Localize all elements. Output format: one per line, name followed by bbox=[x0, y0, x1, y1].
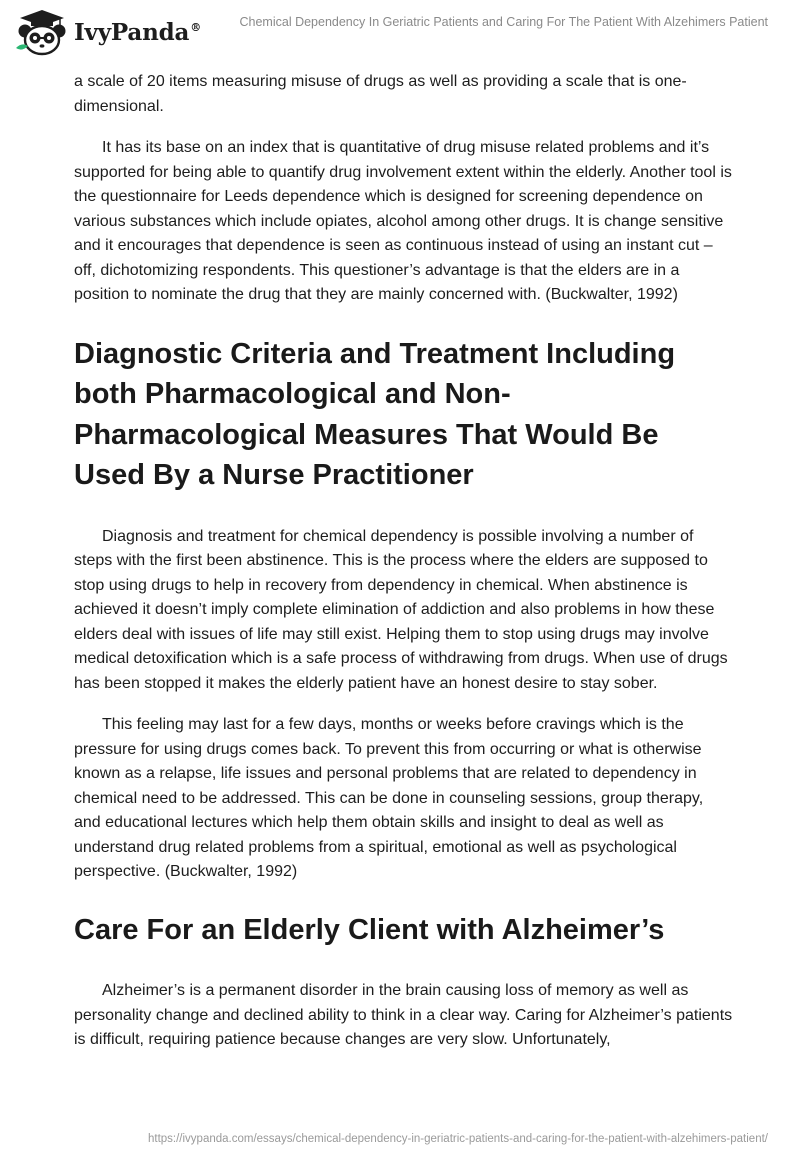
paragraph-3: Diagnosis and treatment for chemical dependency is possible involving a number of steps with the first been abstinence. This is the process where the elders are supposed to stop using drugs to help in recovery from dependency in chemical. When abstinence is achieved it doesn’t imply complete elimination of addiction and also problems in how these elders deal with issues of life may still exist. Helping them to stop using drugs may involve medical detoxification which is a safe process of withdrawing from drugs. When use of drugs has been stopped it makes the elderly patient have an honest desire to stay sober. bbox=[74, 527, 728, 692]
panda-graduate-icon bbox=[14, 8, 70, 56]
heading-alzheimers-care: Care For an Elderly Client with Alzheimer’s bbox=[74, 913, 665, 946]
ivypanda-logo[interactable] bbox=[14, 8, 201, 56]
heading-diagnostic-criteria: Diagnostic Criteria and Treatment Including both Pharmacological and Non-Pharmacological Measures That Would Be Used By a Nurse Practitioner bbox=[74, 337, 676, 491]
footer-source-url[interactable]: https://ivypanda.com/essays/chemical-dependency-in-geriatric-patients-and-caring-for-the-patient-with-alzehimers-patient/ bbox=[147, 1133, 768, 1145]
paragraph-1: a scale of 20 items measuring misuse of drugs as well as providing a scale that is one-dimensional. bbox=[74, 73, 687, 115]
logo-wordmark: IvyPanda® bbox=[74, 18, 201, 46]
document-title: Chemical Dependency In Geriatric Patients and Caring For The Patient With Alzehimers Patient bbox=[239, 15, 768, 29]
page-header bbox=[0, 0, 800, 60]
paragraph-4: This feeling may last for a few days, months or weeks before cravings which is the pressure for using drugs comes back. To prevent this from occurring or what is otherwise known as a relapse, life issues and personal problems that are related to dependency in chemical need to be addressed. This can be done in counseling sessions, group therapy, and educational lectures which help them obtain skills and insight to deal as well as understand drug related problems from a spiritual, emotional as well as psychological perspective. (Buckwalter, 1992) bbox=[74, 716, 704, 880]
essay-body bbox=[74, 70, 734, 1053]
paragraph-2: It has its base on an index that is quantitative of drug misuse related problems and it’s supported for being able to quantify drug involvement extent within the elderly. Another tool is the questionnaire for Leeds dependence which is designed for screening dependence on various substances which include opiates, alcohol among other drugs. It is change sensitive and it encourages that dependence is seen as continuous instead of using an instant cut –off, dichotomizing respondents. This questioner’s advantage is that the elders are in a position to nominate the drug that they are mainly concerned with. (Buckwalter, 1992) bbox=[74, 139, 732, 303]
paragraph-5: Alzheimer’s is a permanent disorder in the brain causing loss of memory as well as personality change and declined ability to think in a clear way. Caring for Alzheimer’s patients is difficult, requiring patience because changes are very slow. Unfortunately, bbox=[74, 982, 733, 1048]
